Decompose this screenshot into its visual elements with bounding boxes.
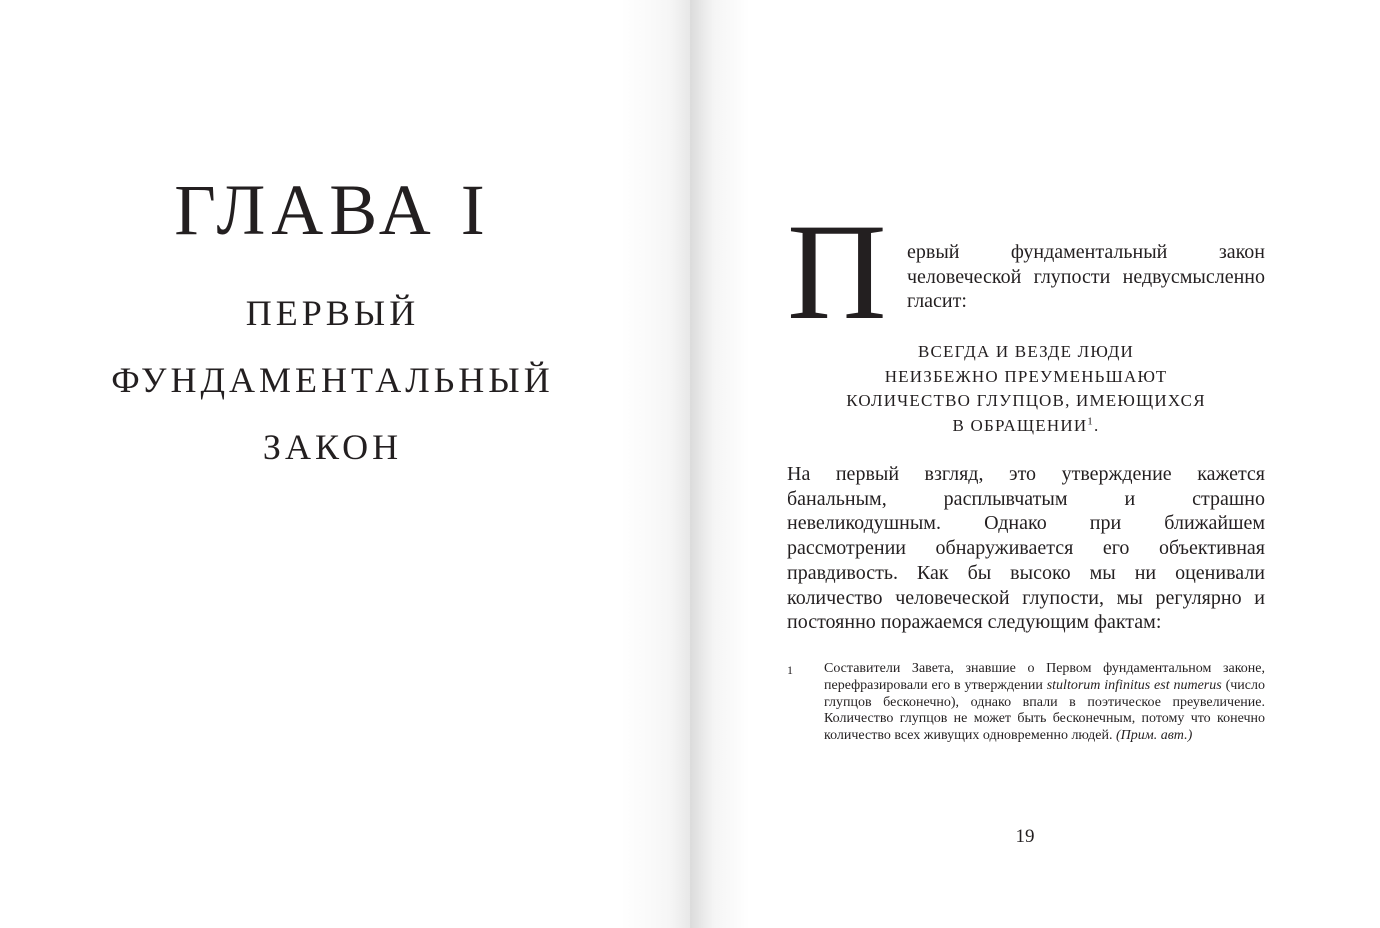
chapter-heading: ГЛАВА I: [174, 170, 491, 250]
chapter-subtitle-line: ЗАКОН: [262, 427, 403, 467]
footnote-text-part: (число глупцов бесконечно), однако впали в поэтическое преувеличение. Количество глупцов не может быть бесконечным, потому что конечно количество всех живущих одновременно людей.: [824, 677, 1265, 744]
footnote: [787, 661, 1265, 745]
drop-cap: П: [787, 195, 887, 348]
law-statement: [787, 340, 1265, 438]
law-statement-line: КОЛИЧЕСТВО ГЛУПЦОВ, ИМЕЮЩИХСЯ: [846, 391, 1206, 410]
footnote-text-part: Составители Завета, знавшие о Первом фундаментальном законе, перефразировали его в утверждении: [824, 661, 1265, 693]
law-statement-last-line: [787, 414, 1265, 439]
law-statement-line: ВСЕГДА И ВЕЗДЕ ЛЮДИ: [917, 342, 1135, 361]
law-statement-line: В ОБРАЩЕНИИ: [952, 415, 1088, 435]
body-paragraph: На первый взгляд, это утверждение кажется банальным, расплывчатым и страшно невеликодушным. Однако при ближайшем рассмотрении обнаруживается его объективная правдивость. Как бы высоко мы ни оценивали количество человеческой глупости, мы регулярно и постоянно поражаемся следующим фактам:: [787, 463, 1265, 634]
chapter-subtitle-line: ПЕРВЫЙ: [245, 293, 420, 333]
opening-paragraph-text: ервый фундаментальный закон человеческой глупости недвусмысленно гласит:: [907, 241, 1265, 312]
footnote-reference[interactable]: 1: [1087, 414, 1094, 427]
footnote-number: 1: [787, 663, 793, 677]
law-statement-line: НЕИЗБЕЖНО ПРЕУМЕНЬШАЮТ: [884, 366, 1168, 386]
chapter-subtitle: [0, 280, 665, 481]
footnote-text: [824, 661, 1265, 745]
page-number: 19: [1015, 826, 1035, 847]
footnote-attribution: (Прим. авт.): [1116, 728, 1193, 744]
right-gutter-shadow: [690, 0, 750, 928]
footnote-latin-phrase: stultorum infinitus est numerus: [1046, 677, 1222, 693]
law-statement-period: .: [1094, 415, 1100, 435]
chapter-subtitle-line: ФУНДАМЕНТАЛЬНЫЙ: [111, 360, 554, 400]
opening-paragraph: [787, 195, 1265, 348]
right-page: [690, 0, 1380, 928]
